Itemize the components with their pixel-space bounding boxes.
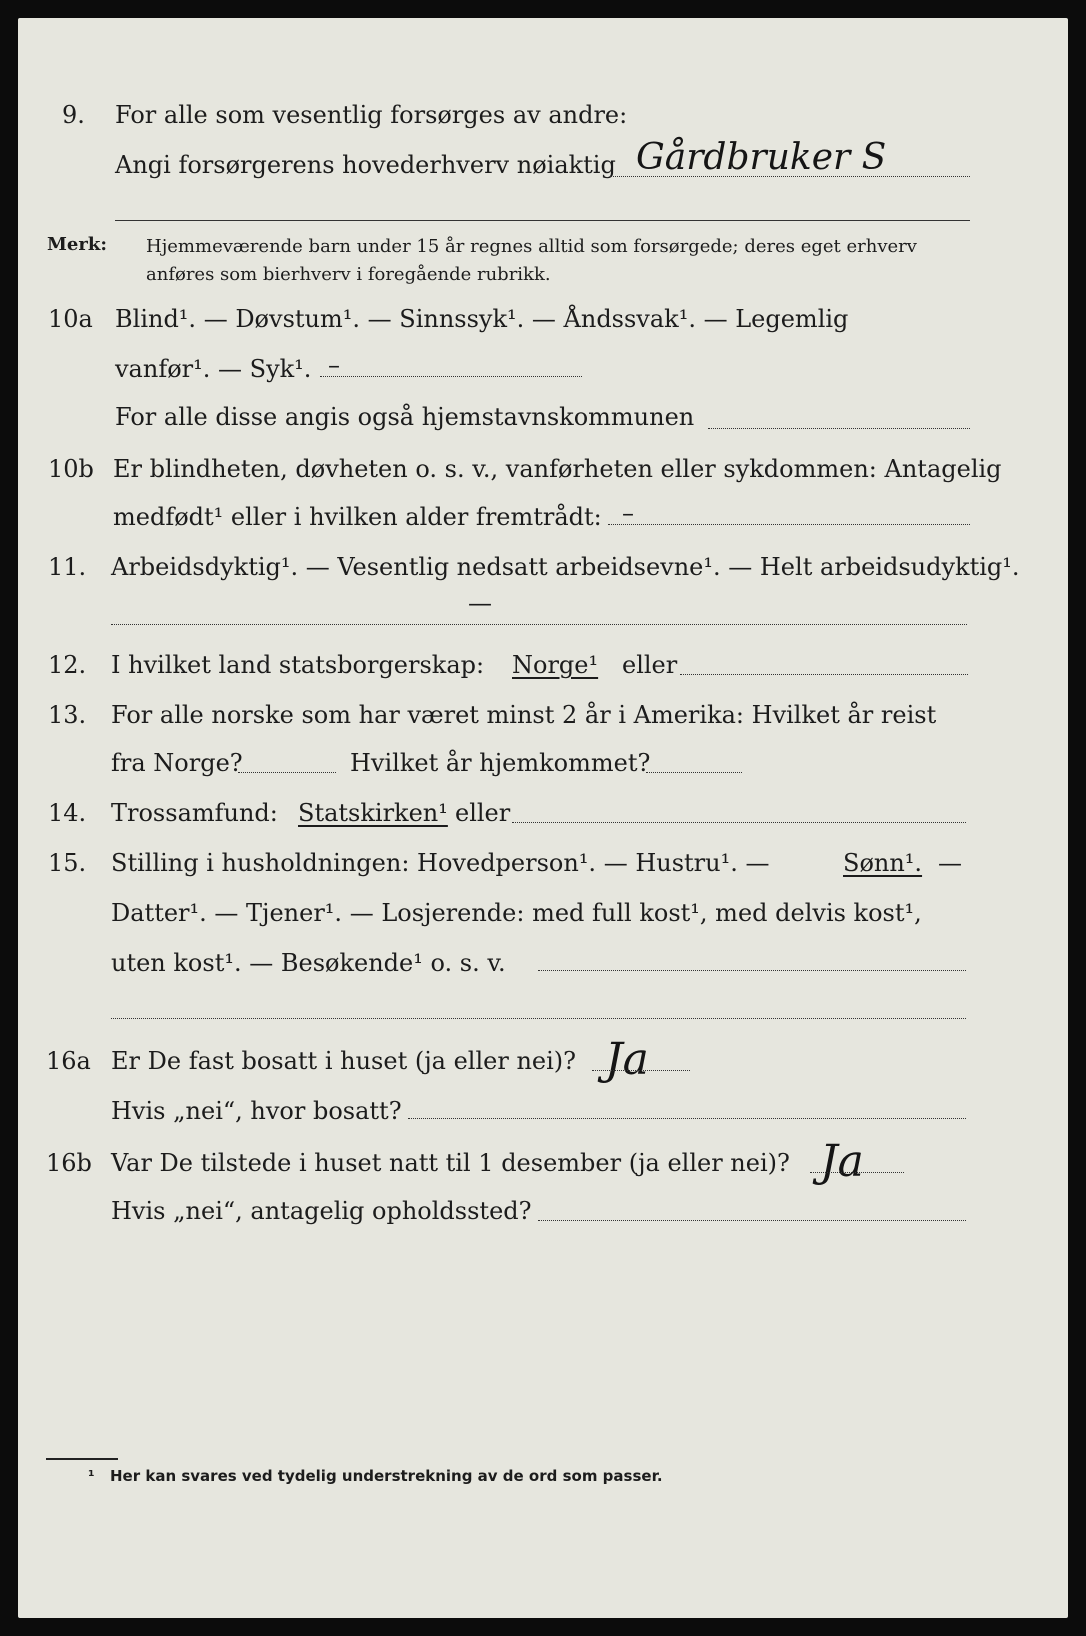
q16b-line2: Hvis „nei“, antagelig opholdssted?: [111, 1197, 532, 1225]
q15-line2: Datter¹. — Tjener¹. — Losjerende: med full kost¹, med delvis kost¹,: [111, 899, 922, 927]
q15-answer-line: [538, 970, 966, 971]
merk-label: Merk:: [47, 234, 107, 255]
footnote-text: Her kan svares ved tydelig understrekning av de ord som passer.: [110, 1467, 663, 1485]
q11-answer-line: [111, 624, 967, 625]
q11-answer[interactable]: —: [468, 589, 492, 617]
q16b-answer-line: [810, 1172, 904, 1173]
q14-prefix: Trossamfund:: [111, 799, 278, 827]
q13-line2a: fra Norge?: [111, 749, 243, 777]
q15-line3: uten kost¹. — Besøkende¹ o. s. v.: [111, 949, 506, 977]
q14-answer-line: [512, 822, 966, 823]
q16b-number: 16b: [46, 1149, 92, 1177]
q15-line1a: Stilling i husholdningen: Hovedperson¹. — Hustru¹. —: [111, 849, 770, 877]
q12-option-norge[interactable]: Norge¹: [512, 651, 599, 679]
q16a-answer[interactable]: Ja: [605, 1034, 649, 1085]
q10a-hometown-line: [708, 428, 970, 429]
q16a-line1: Er De fast bosatt i huset (ja eller nei)?: [111, 1047, 577, 1075]
q15-option-sonn[interactable]: Sønn¹.: [843, 849, 923, 877]
merk-line2: anføres som bierhverv i foregående rubrikk.: [146, 264, 551, 285]
q10b-line2: medfødt¹ eller i hvilken alder fremtrådt:: [113, 503, 602, 531]
q11-line1: Arbeidsdyktig¹. — Vesentlig nedsatt arbeidsevne¹. — Helt arbeidsudyktig¹.: [111, 553, 1020, 581]
footnote-mark: ¹: [88, 1467, 95, 1485]
q10a-line1: Blind¹. — Døvstum¹. — Sinnssyk¹. — Åndssvak¹. — Legemlig: [115, 305, 849, 333]
q9-answer-line: [610, 176, 970, 177]
q12-suffix: eller: [622, 651, 678, 679]
q10a-answer[interactable]: –: [328, 351, 340, 379]
q16b-line1: Var De tilstede i huset natt til 1 desember (ja eller nei)?: [111, 1149, 790, 1177]
q13-departure-line: [238, 772, 336, 773]
q14-number: 14.: [48, 799, 87, 827]
merk-line1: Hjemmeværende barn under 15 år regnes alltid som forsørgede; deres eget erhverv: [146, 236, 917, 257]
q11-number: 11.: [48, 553, 87, 581]
q16b-answer[interactable]: Ja: [820, 1136, 864, 1187]
q9-answer[interactable]: Gårdbruker S: [636, 137, 887, 178]
q14-option-statskirken[interactable]: Statskirken¹: [298, 799, 448, 827]
q10a-line2: vanfør¹. — Syk¹.: [115, 355, 312, 383]
q15-extra-line: [111, 1018, 966, 1019]
q14-suffix: eller: [455, 799, 511, 827]
q12-answer-line: [680, 674, 968, 675]
q10a-number: 10a: [48, 305, 93, 333]
q10b-answer[interactable]: –: [622, 499, 634, 527]
q16a-line2: Hvis „nei“, hvor bosatt?: [111, 1097, 402, 1125]
q10a-answer-line: [320, 376, 582, 377]
q10b-answer-line: [608, 524, 970, 525]
footnote-rule: [46, 1458, 118, 1460]
q12-prefix: I hvilket land statsborgerskap:: [111, 651, 485, 679]
q13-line1: For alle norske som har været minst 2 år i Amerika: Hvilket år reist: [111, 701, 937, 729]
q12-number: 12.: [48, 651, 87, 679]
q9-extra-line: [115, 220, 970, 221]
q10b-number: 10b: [48, 455, 94, 483]
q10a-line3: For alle disse angis også hjemstavnskommunen: [115, 403, 695, 431]
q16a-answer-line: [592, 1070, 690, 1071]
q13-number: 13.: [48, 701, 87, 729]
q13-return-line: [646, 772, 742, 773]
q15-line1c: —: [938, 849, 962, 877]
q9-line2: Angi forsørgerens hovederhverv nøiaktig: [115, 151, 616, 179]
q10b-line1: Er blindheten, døvheten o. s. v., vanførheten eller sykdommen: Antagelig: [113, 455, 1002, 483]
q16a-residence-line: [408, 1118, 966, 1119]
q16a-number: 16a: [46, 1047, 91, 1075]
q16b-whereabouts-line: [538, 1220, 966, 1221]
q9-line1: For alle som vesentlig forsørges av andre:: [115, 101, 628, 129]
q9-number: 9.: [62, 101, 85, 129]
q13-line2b: Hvilket år hjemkommet?: [350, 749, 651, 777]
q15-number: 15.: [48, 849, 87, 877]
